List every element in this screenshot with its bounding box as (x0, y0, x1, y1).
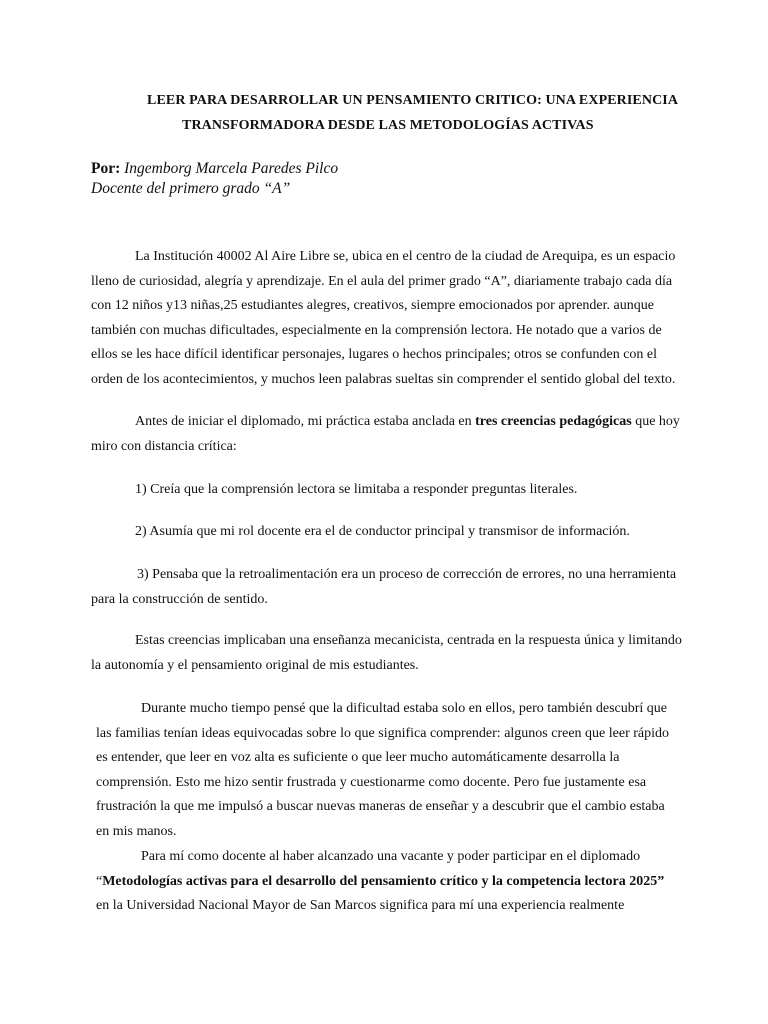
paragraph-5 (96, 845, 664, 919)
list-item: 2) Asumía que mi rol docente era el de conductor principal y transmisor de información. (135, 524, 630, 539)
paragraph-line: la autonomía y el pensamiento original de mis estudiantes. (91, 657, 419, 673)
paragraph-1 (91, 245, 675, 393)
paragraph-line: lleno de curiosidad, alegría y aprendizaje. En el aula del primer grado “A”, diariamente trabajo cada día (91, 273, 673, 289)
paragraph-line: Estas creencias implicaban una enseñanza mecanicista, centrada en la respuesta única y limitando (135, 633, 682, 648)
title-line-2: TRANSFORMADORA DESDE LAS METODOLOGÍAS ACTIVAS (182, 118, 594, 133)
belief-item-2 (91, 520, 630, 545)
list-item: 1) Creía que la comprensión lectora se limitaba a responder preguntas literales. (135, 482, 578, 497)
paragraph-line: en mis manos. (96, 823, 177, 839)
paragraph-text: Antes de iniciar el diplomado, mi práctica estaba anclada en (135, 414, 476, 429)
paragraph-line: Para mí como docente al haber alcanzado una vacante y poder participar en el diplomado (141, 849, 641, 864)
belief-item-1 (91, 478, 577, 503)
paragraph-line: las familias tenían ideas equivocadas sobre lo que significa comprender: algunos creen que leer rápido (96, 725, 670, 741)
paragraph-4 (96, 697, 669, 845)
paragraph-line: La Institución 40002 Al Aire Libre se, ubica en el centro de la ciudad de Arequipa, es un espacio (135, 249, 676, 264)
paragraph-3 (91, 629, 682, 678)
paragraph-line: también con muchas dificultades, especialmente en la comprensión lectora. He notado que a varios de (91, 322, 662, 338)
list-item: 3) Pensaba que la retroalimentación era un proceso de corrección de errores, no una herramienta (137, 567, 677, 582)
paragraph-line: miro con distancia crítica: (91, 438, 237, 454)
paragraph-line: ellos se les hace difícil identificar personajes, lugares o hechos principales; otros se confunden con el (91, 347, 658, 363)
emphasis-text: tres creencias pedagógicas (475, 414, 632, 429)
author-name: Ingemborg Marcela Paredes Pilco (124, 160, 339, 177)
paragraph-line (96, 870, 664, 895)
title-line-1: LEER PARA DESARROLLAR UN PENSAMIENTO CRITICO: UNA EXPERIENCIA (147, 93, 679, 108)
author-line (91, 160, 338, 178)
paragraph-line (91, 410, 680, 435)
author-label: Por: (91, 160, 121, 177)
paragraph-2 (91, 410, 680, 459)
paragraph-line: con 12 niños y13 niñas,25 estudiantes alegres, creativos, siempre emocionados por aprender. aunque (91, 298, 654, 314)
paragraph-line: orden de los acontecimientos, y muchos leen palabras sueltas sin comprender el sentido global del texto. (91, 371, 676, 387)
belief-item-3 (91, 563, 676, 612)
paragraph-line: comprensión. Esto me hizo sentir frustrada y cuestionarme como docente. Pero fue justamente esa (96, 774, 647, 790)
author-role: Docente del primero grado “A” (91, 180, 291, 197)
paragraph-line: Durante mucho tiempo pensé que la dificultad estaba solo en ellos, pero también descubrí que (141, 701, 668, 716)
paragraph-text: que hoy (631, 414, 680, 429)
list-item-continuation: para la construcción de sentido. (91, 591, 268, 607)
paragraph-line: en la Universidad Nacional Mayor de San Marcos significa para mí una experiencia realmente (96, 898, 625, 914)
paragraph-line: es entender, que leer en voz alta es suficiente o que leer mucho automáticamente desarrolla la (96, 750, 620, 766)
quote-mark: “ (96, 873, 103, 889)
diploma-title: Metodologías activas para el desarrollo del pensamiento crítico y la competencia lectora 2025” (102, 873, 665, 889)
paragraph-line: frustración la que me impulsó a buscar nuevas maneras de enseñar y a descubrir que el cambio estaba (96, 799, 665, 815)
